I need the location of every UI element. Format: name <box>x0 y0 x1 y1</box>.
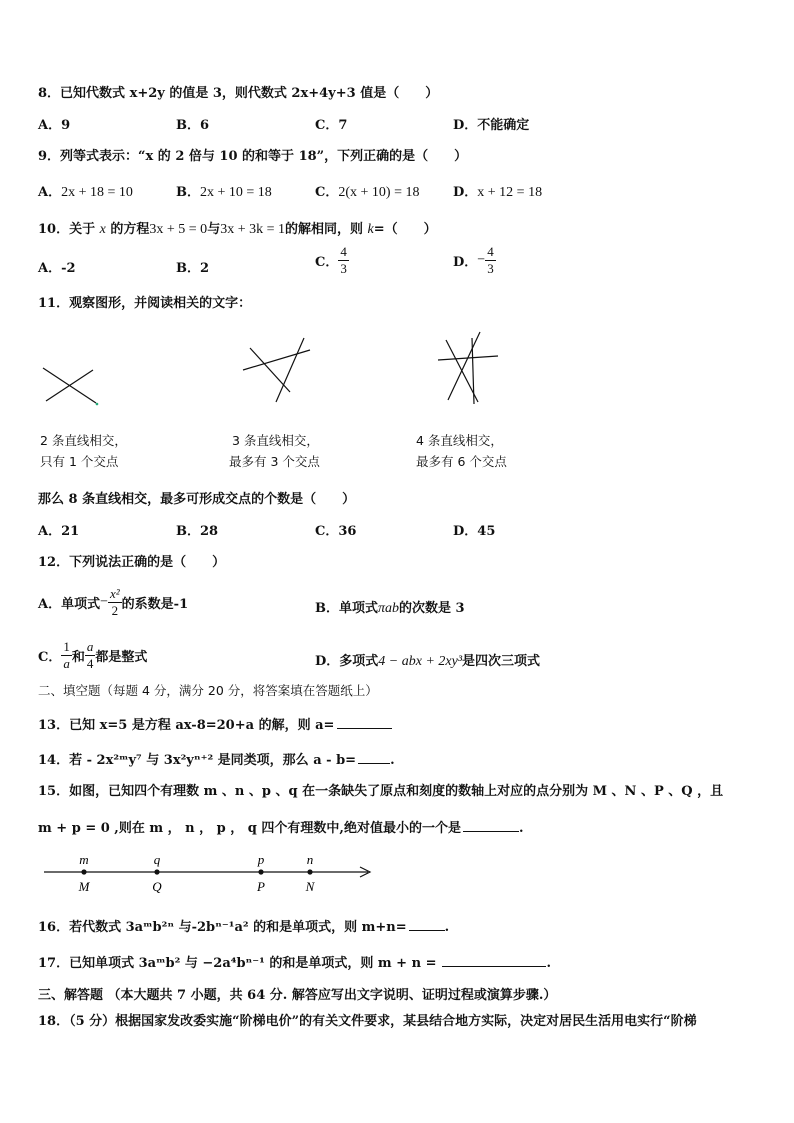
fraction-numerator: 4 <box>487 244 494 259</box>
period: . <box>444 920 450 935</box>
caption-two-lines <box>40 430 127 472</box>
point-label-lower: M <box>78 879 90 894</box>
caption-line: 最多有 6 个交点 <box>416 454 507 469</box>
q15-answer-blank[interactable] <box>463 819 519 832</box>
q10-option-c <box>315 244 349 277</box>
two-lines-figure <box>38 360 108 410</box>
q10-mid2: 与 <box>207 222 221 237</box>
option-prefix: A．单项式 <box>38 597 101 612</box>
q11-option-c: C．36 <box>315 524 357 539</box>
section-2-heading: 二、填空题（每题 4 分，满分 20 分，将答案填在答题纸上） <box>38 683 378 698</box>
q9-option-b-expr: 2x + 10 = 18 <box>200 185 272 200</box>
caption-three-lines <box>229 430 320 472</box>
q12-option-d <box>315 650 540 670</box>
caption-line: 2 条直线相交， <box>40 433 127 448</box>
caption-line: 只有 1 个交点 <box>40 454 119 469</box>
point-label-upper: q <box>153 852 161 867</box>
q9-option-c <box>315 181 419 201</box>
q10-mid3: 的解相同，则 <box>285 222 364 237</box>
q10-var-k: k <box>367 222 374 237</box>
q11-option-b: B．28 <box>176 524 219 539</box>
q10-option-c-fraction <box>338 244 349 277</box>
q10-option-d <box>453 244 496 277</box>
q10-option-d-sign: − <box>477 252 486 268</box>
q9-option-a <box>38 181 133 201</box>
q8-option-a: A．9 <box>38 118 71 133</box>
q12-b-expr: πab <box>378 601 400 616</box>
q8-stem: 8．已知代数式 x+2y 的值是 3，则代数式 2x+4y+3 值是（ ） <box>38 86 439 101</box>
q10-tail: =（ ） <box>373 222 437 237</box>
q11-stem: 11．观察图形，并阅读相关的文字： <box>38 296 252 311</box>
caption-line: 4 条直线相交， <box>416 433 503 448</box>
fraction-denominator: 3 <box>487 261 494 276</box>
q11-question: 那么 8 条直线相交，最多可形成交点的个数是（ ） <box>38 492 356 507</box>
option-prefix: C． <box>38 650 62 665</box>
q11-option-d: D．45 <box>453 524 496 539</box>
q15-line-2-text: m + p = 0 ,则在 m ， n ， p ， q 四个有理数中,绝对值最小的一个是 <box>38 821 461 836</box>
q8-option-b: B．6 <box>176 118 210 133</box>
fraction-numerator: x² <box>110 586 120 601</box>
option-suffix: 的系数是-1 <box>121 597 189 612</box>
q17-answer-blank[interactable] <box>442 954 546 967</box>
period: . <box>390 753 395 768</box>
q8-option-c: C．7 <box>315 118 348 133</box>
q16-text: 16．若代数式 3aᵐb²ⁿ 与-2bⁿ⁻¹a² 的和是单项式，则 m+n= <box>38 920 407 935</box>
four-lines-figure <box>434 328 506 410</box>
three-lines-figure <box>238 330 318 410</box>
q12-option-a <box>38 586 188 619</box>
fraction-numerator: 1 <box>63 639 70 654</box>
option-suffix: 都是整式 <box>95 650 148 665</box>
q9-stem: 9．列等式表示：“x 的 2 倍与 10 的和等于 18”，下列正确的是（ ） <box>38 149 468 164</box>
fraction-denominator: 3 <box>340 261 347 276</box>
option-suffix: 是四次三项式 <box>462 654 541 669</box>
minus-sign: − <box>100 594 108 610</box>
option-prefix: D．多项式 <box>315 654 379 669</box>
option-suffix: 的次数是 3 <box>399 601 465 616</box>
number-line-figure <box>40 850 380 900</box>
q9-option-c-label: C． <box>315 185 339 200</box>
q13-answer-blank[interactable] <box>337 716 392 729</box>
q10-var-x: x <box>99 222 106 237</box>
q9-option-a-expr: 2x + 18 = 10 <box>61 185 133 200</box>
option-prefix: B．单项式 <box>315 601 378 616</box>
q9-option-c-expr: 2(x + 10) = 18 <box>338 185 420 200</box>
q16-stem <box>38 916 449 935</box>
point-label-lower: Q <box>152 879 162 894</box>
caption-line: 最多有 3 个交点 <box>229 454 320 469</box>
q10-stem <box>38 218 437 238</box>
q12-c-fraction-1 <box>61 639 72 672</box>
q14-answer-blank[interactable] <box>358 751 390 764</box>
period: . <box>518 821 524 836</box>
q12-stem: 12．下列说法正确的是（ ） <box>38 555 226 570</box>
q12-d-expr: 4 − abx + 2xy³ <box>378 654 463 669</box>
q10-option-a: A．-2 <box>38 261 76 276</box>
q10-eq1: 3x + 5 = 0 <box>149 222 208 237</box>
q10-option-c-label: C． <box>315 255 339 270</box>
fraction-numerator: a <box>86 639 94 654</box>
q15-line-2 <box>38 817 523 836</box>
fraction-numerator: 4 <box>340 244 347 259</box>
q9-option-d-label: D． <box>453 185 478 200</box>
q16-answer-blank[interactable] <box>409 918 445 931</box>
q13-text: 13．已知 x=5 是方程 ax-8=20+a 的解，则 a= <box>38 718 335 733</box>
q17-text: 17．已知单项式 3aᵐb² 与 −2a⁴bⁿ⁻¹ 的和是单项式，则 m + n = <box>38 956 437 971</box>
q9-option-b <box>176 181 272 201</box>
q13-stem <box>38 714 392 733</box>
q14-text: 14．若 - 2x²ᵐy⁷ 与 3x²yⁿ⁺² 是同类项，那么 a - b= <box>38 753 357 768</box>
q10-option-d-fraction <box>485 244 496 277</box>
q10-option-b: B．2 <box>176 261 210 276</box>
q18-stem: 18．（5 分）根据国家发改委实施“阶梯电价”的有关文件要求，某县结合地方实际，决定对居民生活用电实行“阶梯 <box>38 1014 697 1029</box>
caption-line: 3 条直线相交， <box>232 433 319 448</box>
caption-four-lines <box>416 430 507 472</box>
q10-eq2: 3x + 3k = 1 <box>220 222 285 237</box>
q8-option-d: D．不能确定 <box>453 118 530 133</box>
q10-num: 10．关于 <box>38 222 96 237</box>
point-label-upper: p <box>257 852 265 867</box>
q9-option-a-label: A． <box>38 185 62 200</box>
q17-stem <box>38 952 551 971</box>
and-word: 和 <box>71 650 85 665</box>
q12-c-fraction-2 <box>85 639 96 672</box>
point-label-upper: n <box>306 852 314 867</box>
fraction-denominator: a <box>63 656 70 671</box>
q14-stem <box>38 749 395 768</box>
period: . <box>546 956 551 971</box>
point-label-upper: m <box>79 852 89 867</box>
point-label-lower: P <box>257 879 265 894</box>
q9-option-d-expr: x + 12 = 18 <box>477 185 543 200</box>
section-3-heading: 三、解答题 （本大题共 7 小题，共 64 分. 解答应写出文字说明、证明过程或演算步骤.） <box>38 988 557 1003</box>
fraction-denominator: 4 <box>86 656 94 671</box>
q12-a-fraction <box>108 586 122 619</box>
q9-option-b-label: B． <box>176 185 200 200</box>
q11-option-a: A．21 <box>38 524 80 539</box>
q10-mid1: 的方程 <box>110 222 150 237</box>
q10-option-d-label: D． <box>453 255 478 270</box>
q9-option-d <box>453 181 542 201</box>
q15-line-1: 15．如图，已知四个有理数 m 、n 、p 、q 在一条缺失了原点和刻度的数轴上对应的点分别为 M 、N 、P 、Q ，且 <box>38 784 724 799</box>
q12-option-c <box>38 639 147 672</box>
point-label-lower: N <box>305 879 315 894</box>
fraction-denominator: 2 <box>111 603 119 618</box>
q12-option-b <box>315 597 465 617</box>
